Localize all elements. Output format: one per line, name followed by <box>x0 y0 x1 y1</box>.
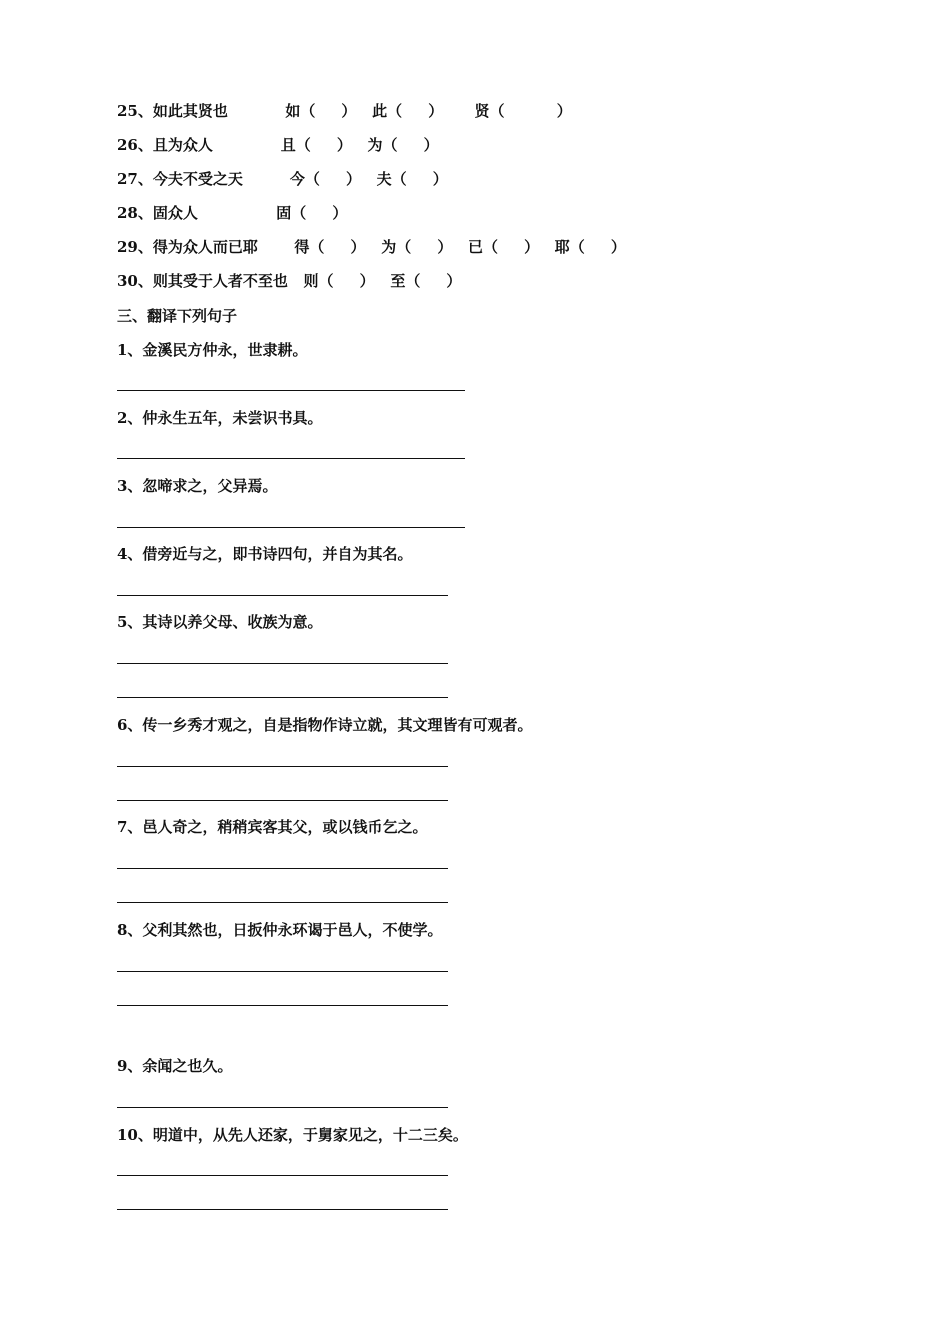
sentence-8: 8、父利其然也，日扳仲永环谒于邑人，不使学。 <box>117 921 443 939</box>
answer-line[interactable] <box>117 971 448 972</box>
answer-line[interactable] <box>117 1107 448 1108</box>
vocab-item-30: 30、则其受于人者不至也 则（ ） 至（ ） <box>117 272 462 290</box>
sentence-7: 7、邑人奇之，稍稍宾客其父，或以钱币乞之。 <box>117 818 428 836</box>
answer-line[interactable] <box>117 1209 448 1210</box>
vocab-item-25: 25、如此其贤也 如（ ） 此（ ） 贤（ ） <box>117 102 572 120</box>
answer-line[interactable] <box>117 527 465 528</box>
vocab-item-28: 28、固众人 固（ ） <box>117 204 348 222</box>
vocab-item-29: 29、得为众人而已耶 得（ ） 为（ ） 已（ ） 耶（ ） <box>117 238 626 256</box>
answer-line[interactable] <box>117 902 448 903</box>
answer-line[interactable] <box>117 595 448 596</box>
answer-line[interactable] <box>117 390 465 391</box>
vocab-item-26: 26、且为众人 且（ ） 为（ ） <box>117 136 439 154</box>
answer-line[interactable] <box>117 697 448 698</box>
answer-line[interactable] <box>117 663 448 664</box>
answer-line[interactable] <box>117 1175 448 1176</box>
sentence-9: 9、余闻之也久。 <box>117 1057 233 1075</box>
sentence-1: 1、金溪民方仲永，世隶耕。 <box>117 341 308 359</box>
section-title: 三、翻译下列句子 <box>117 307 238 325</box>
sentence-4: 4、借旁近与之，即书诗四句，并自为其名。 <box>117 545 413 563</box>
sentence-3: 3、忽啼求之，父异焉。 <box>117 477 278 495</box>
vocab-item-27: 27、今夫不受之天 今（ ） 夫（ ） <box>117 170 448 188</box>
answer-line[interactable] <box>117 1005 448 1006</box>
answer-line[interactable] <box>117 458 465 459</box>
answer-line[interactable] <box>117 766 448 767</box>
sentence-10: 10、明道中，从先人还家，于舅家见之，十二三矣。 <box>117 1126 468 1144</box>
sentence-5: 5、其诗以养父母、收族为意。 <box>117 613 323 631</box>
sentence-2: 2、仲永生五年，未尝识书具。 <box>117 409 323 427</box>
answer-line[interactable] <box>117 868 448 869</box>
answer-line[interactable] <box>117 800 448 801</box>
sentence-6: 6、传一乡秀才观之，自是指物作诗立就，其文理皆有可观者。 <box>117 716 533 734</box>
